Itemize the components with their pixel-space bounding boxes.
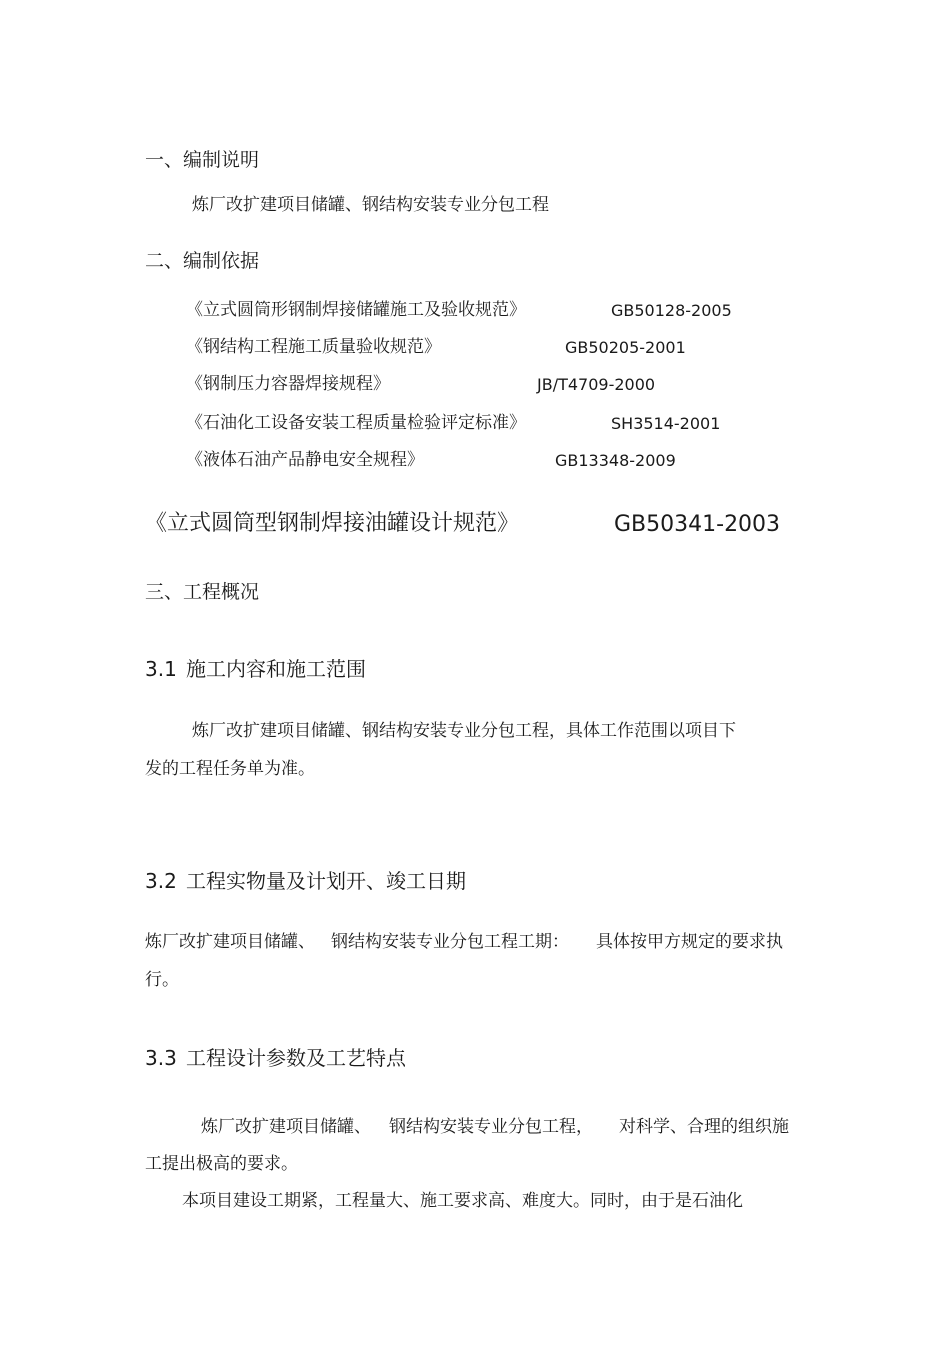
- subsection-number-3-3: 3.3: [145, 1046, 177, 1070]
- reference-code: GB50205-2001: [565, 338, 686, 357]
- subsection-title-3-1: 施工内容和施工范围: [186, 657, 366, 681]
- reference-title: 《钢结构工程施工质量验收规范》: [186, 337, 441, 357]
- reference-title-large: 《立式圆筒型钢制焊接油罐设计规范》: [145, 511, 520, 536]
- paragraph-line: 炼厂改扩建项目储罐、: [201, 1117, 371, 1137]
- reference-title: 《液体石油产品静电安全规程》: [186, 450, 424, 470]
- paragraph-line: 对科学、合理的组织施: [619, 1117, 789, 1137]
- reference-code: GB50128-2005: [611, 301, 732, 320]
- section-heading-2: 二、编制依据: [145, 250, 260, 272]
- paragraph-line: 钢结构安装专业分包工程工期：: [331, 932, 569, 952]
- paragraph-project-name: 炼厂改扩建项目储罐、钢结构安装专业分包工程: [192, 195, 549, 215]
- paragraph-line: 炼厂改扩建项目储罐、钢结构安装专业分包工程，具体工作范围以项目下: [192, 721, 736, 741]
- subsection-title-3-3: 工程设计参数及工艺特点: [186, 1046, 406, 1070]
- reference-code-large: GB50341-2003: [614, 512, 781, 537]
- paragraph-line: 发的工程任务单为准。: [145, 759, 315, 779]
- reference-title: 《钢制压力容器焊接规程》: [186, 374, 390, 394]
- paragraph-line: 炼厂改扩建项目储罐、: [145, 932, 315, 952]
- reference-code: SH3514-2001: [611, 414, 721, 433]
- subsection-title-3-2: 工程实物量及计划开、竣工日期: [186, 869, 466, 893]
- reference-code: JB/T4709-2000: [537, 375, 656, 394]
- section-heading-3: 三、工程概况: [145, 581, 260, 603]
- paragraph-line: 行。: [145, 970, 179, 990]
- paragraph-line: 钢结构安装专业分包工程，: [389, 1117, 593, 1137]
- reference-title: 《立式圆筒形钢制焊接储罐施工及验收规范》: [186, 300, 526, 320]
- paragraph-line: 具体按甲方规定的要求执: [596, 932, 783, 952]
- subsection-number-3-2: 3.2: [145, 869, 177, 893]
- reference-code: GB13348-2009: [555, 451, 676, 470]
- paragraph-line: 工提出极高的要求。: [145, 1154, 298, 1174]
- paragraph-line: 本项目建设工期紧，工程量大、施工要求高、难度大。同时，由于是石油化: [182, 1191, 743, 1211]
- section-heading-1: 一、编制说明: [145, 149, 260, 171]
- reference-title: 《石油化工设备安装工程质量检验评定标准》: [186, 413, 526, 433]
- subsection-number-3-1: 3.1: [145, 657, 177, 681]
